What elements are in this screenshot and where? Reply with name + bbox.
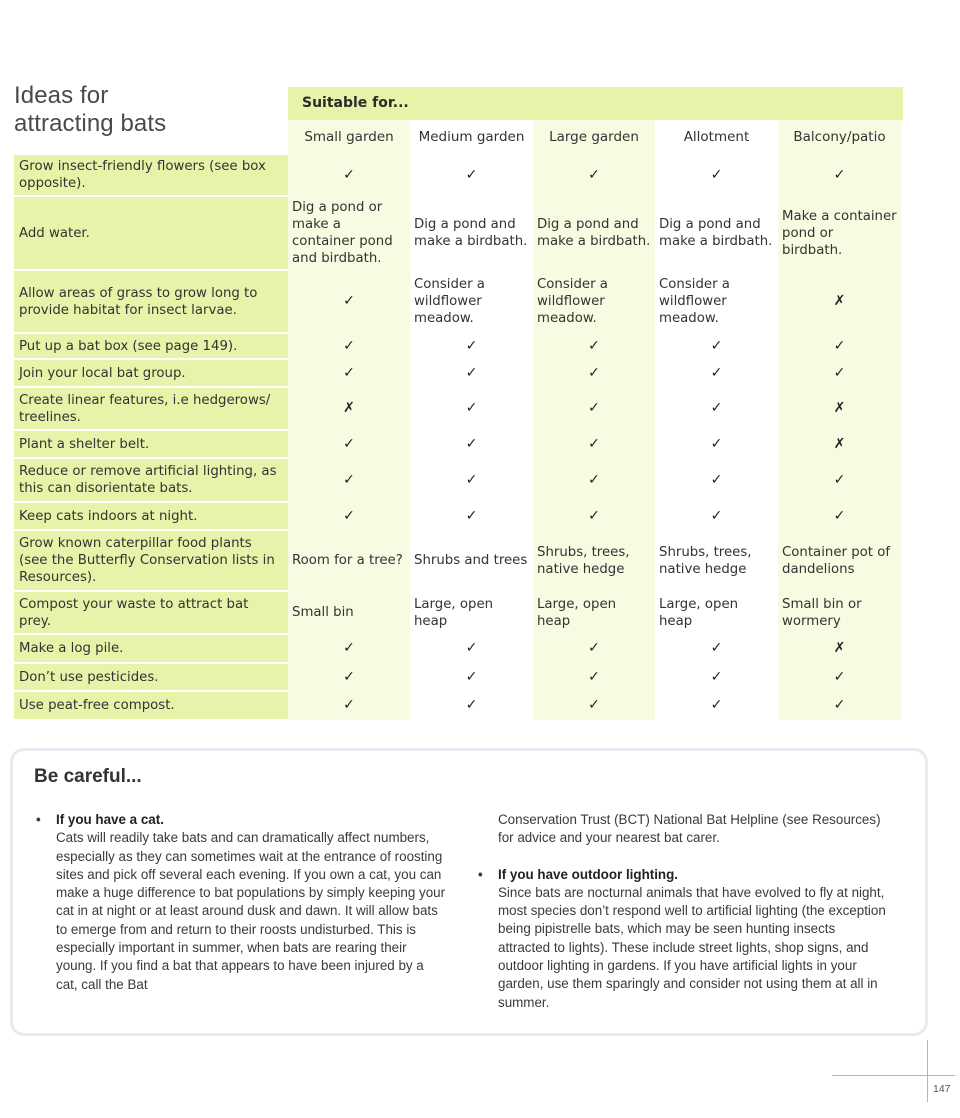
table-row [14, 502, 901, 530]
check-icon: ✓ [533, 333, 655, 359]
table-row [14, 155, 901, 196]
cell-large-garden: Consider a wildflower meadow. [533, 270, 655, 333]
bullet-heading: If you have a cat. [56, 812, 164, 827]
cell-balcony-patio: Container pot of dandelions [778, 530, 901, 591]
cell-large-garden: Dig a pond and make a birdbath. [533, 196, 655, 270]
suitable-for-header [288, 87, 903, 120]
check-icon: ✓ [655, 430, 778, 458]
crop-mark-horizontal [832, 1075, 955, 1076]
check-icon: ✓ [410, 634, 533, 663]
check-icon: ✓ [655, 359, 778, 387]
check-icon: ✓ [533, 691, 655, 720]
cell-small-garden: Small bin [288, 591, 410, 634]
row-label: Add water. [14, 196, 288, 270]
bullet-icon: • [36, 812, 41, 827]
column-header-allotment: Allotment [655, 120, 778, 155]
cell-allotment: Consider a wildflower meadow. [655, 270, 778, 333]
row-label: Create linear features, i.e hedgerows/ treelines. [14, 387, 288, 430]
cell-medium-garden: Large, open heap [410, 591, 533, 634]
cell-small-garden: Dig a pond or make a container pond and birdbath. [288, 196, 410, 270]
table-row [14, 458, 901, 502]
check-icon: ✓ [410, 155, 533, 196]
check-icon: ✓ [410, 387, 533, 430]
suitable-for-label: Suitable for... [302, 95, 409, 111]
check-icon: ✓ [288, 634, 410, 663]
row-label: Allow areas of grass to grow long to provide habitat for insect larvae. [14, 270, 288, 333]
bullet-icon: • [478, 866, 483, 882]
row-label: Grow insect-friendly flowers (see box opposite). [14, 155, 288, 196]
cell-balcony-patio: Make a container pond or birdbath. [778, 196, 901, 270]
check-icon: ✓ [288, 502, 410, 530]
check-icon: ✓ [655, 458, 778, 502]
row-label: Use peat-free compost. [14, 691, 288, 720]
check-icon: ✓ [778, 155, 901, 196]
check-icon: ✓ [410, 502, 533, 530]
cell-allotment: Shrubs, trees, native hedge [655, 530, 778, 591]
cross-icon: ✗ [778, 387, 901, 430]
cell-large-garden: Large, open heap [533, 591, 655, 634]
table-row [14, 196, 901, 270]
check-icon: ✓ [778, 691, 901, 720]
check-icon: ✓ [533, 502, 655, 530]
table-row [14, 333, 901, 359]
row-label: Plant a shelter belt. [14, 430, 288, 458]
bullet-heading: If you have outdoor lighting. [498, 866, 679, 882]
check-icon: ✓ [778, 333, 901, 359]
cross-icon: ✗ [778, 270, 901, 333]
cell-medium-garden: Shrubs and trees [410, 530, 533, 591]
be-careful-right-column [478, 811, 888, 1012]
cross-icon: ✗ [778, 634, 901, 663]
table-row [14, 634, 901, 663]
table-row [14, 591, 901, 634]
row-label: Compost your waste to attract bat prey. [14, 591, 288, 634]
cell-balcony-patio: Small bin or wormery [778, 591, 901, 634]
check-icon: ✓ [288, 333, 410, 359]
bullet-item-cat [36, 811, 446, 994]
check-icon: ✓ [288, 155, 410, 196]
cell-small-garden: Room for a tree? [288, 530, 410, 591]
cell-allotment: Large, open heap [655, 591, 778, 634]
cross-icon: ✗ [778, 430, 901, 458]
row-label: Join your local bat group. [14, 359, 288, 387]
cell-medium-garden: Dig a pond and make a birdbath. [410, 196, 533, 270]
cross-icon: ✗ [288, 387, 410, 430]
check-icon: ✓ [410, 333, 533, 359]
bullet-body: Cats will readily take bats and can dramatically affect numbers, especially as they can sometimes wait at the entrance of roosting sites and pick off several each evening. If you own a cat, you can make a huge difference to bat populations by simply keeping your cat in at night or at least around dusk and dawn. It will allow bats to emerge from and return to their roosts undisturbed. This is especially important in summer, when bats are rearing their young. If you find a bat that appears to have been injured by a cat, call the Bat [56, 830, 446, 992]
table-row [14, 430, 901, 458]
column-header-small-garden: Small garden [288, 120, 410, 155]
be-careful-title: Be careful... [34, 766, 142, 787]
check-icon: ✓ [410, 359, 533, 387]
check-icon: ✓ [655, 155, 778, 196]
check-icon: ✓ [410, 663, 533, 691]
table-row [14, 270, 901, 333]
table-row [14, 530, 901, 591]
check-icon: ✓ [533, 359, 655, 387]
check-icon: ✓ [288, 359, 410, 387]
check-icon: ✓ [533, 155, 655, 196]
row-label: Keep cats indoors at night. [14, 502, 288, 530]
row-label: Grow known caterpillar food plants (see the Butterfly Conservation lists in Resources). [14, 530, 288, 591]
be-careful-left-column [36, 811, 446, 994]
check-icon: ✓ [533, 634, 655, 663]
check-icon: ✓ [410, 458, 533, 502]
check-icon: ✓ [410, 430, 533, 458]
check-icon: ✓ [655, 387, 778, 430]
check-icon: ✓ [410, 691, 533, 720]
bullet-body-continuation: Conservation Trust (BCT) National Bat Helpline (see Resources) for advice and your nearest bat carer. [498, 812, 881, 846]
table-row [14, 691, 901, 720]
bullet-item-lighting [478, 866, 888, 1012]
table-row [14, 663, 901, 691]
check-icon: ✓ [778, 359, 901, 387]
cell-allotment: Dig a pond and make a birdbath. [655, 196, 778, 270]
column-header-large-garden: Large garden [533, 120, 655, 155]
table-row [14, 359, 901, 387]
check-icon: ✓ [533, 458, 655, 502]
check-icon: ✓ [533, 387, 655, 430]
check-icon: ✓ [533, 430, 655, 458]
check-icon: ✓ [533, 663, 655, 691]
check-icon: ✓ [655, 663, 778, 691]
row-label: Reduce or remove artificial lighting, as this can disorientate bats. [14, 458, 288, 502]
row-label: Don’t use pesticides. [14, 663, 288, 691]
row-label: Put up a bat box (see page 149). [14, 333, 288, 359]
check-icon: ✓ [655, 634, 778, 663]
row-label: Make a log pile. [14, 634, 288, 663]
column-header-medium-garden: Medium garden [410, 120, 533, 155]
page-title [14, 82, 166, 138]
cell-large-garden: Shrubs, trees, native hedge [533, 530, 655, 591]
crop-mark-vertical [927, 1040, 928, 1102]
cell-medium-garden: Consider a wildflower meadow. [410, 270, 533, 333]
check-icon: ✓ [778, 502, 901, 530]
check-icon: ✓ [288, 458, 410, 502]
check-icon: ✓ [655, 691, 778, 720]
table-row [14, 387, 901, 430]
check-icon: ✓ [288, 691, 410, 720]
check-icon: ✓ [655, 502, 778, 530]
column-header-balcony-patio: Balcony/patio [778, 120, 901, 155]
check-icon: ✓ [778, 458, 901, 502]
check-icon: ✓ [288, 430, 410, 458]
bullet-body: Since bats are nocturnal animals that have evolved to fly at night, most species don’t respond well to artificial lighting (the exception being pipistrelle bats, which may be seen hunting insects attracted to lights). These include street lights, shop signs, and outdoor lighting in gardens. If you have artificial lights in your garden, use them sparingly and consider not using them at all in summer. [498, 884, 886, 1010]
page-number: 147 [933, 1083, 951, 1095]
check-icon: ✓ [778, 663, 901, 691]
check-icon: ✓ [288, 663, 410, 691]
check-icon: ✓ [655, 333, 778, 359]
page-title-line-1: Ideas for [14, 82, 109, 109]
page-title-line-2: attracting bats [14, 110, 167, 137]
check-icon: ✓ [288, 270, 410, 333]
ideas-table [14, 120, 901, 721]
